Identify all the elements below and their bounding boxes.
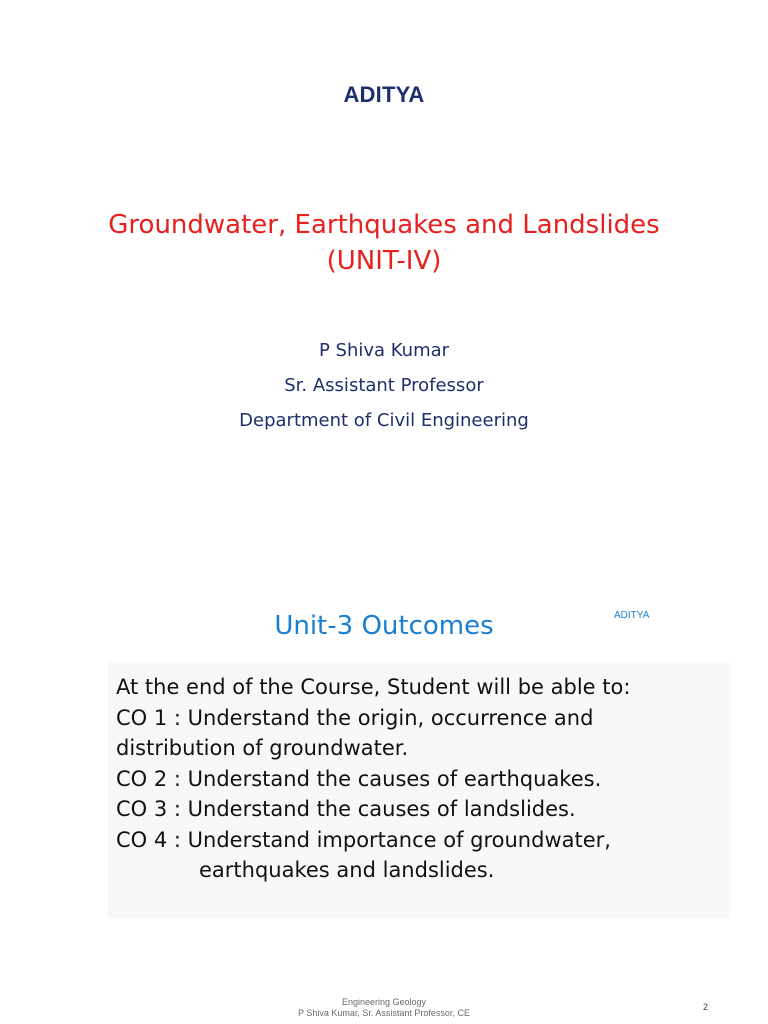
outcome-co4-line2: earthquakes and landslides. [199,858,495,882]
brand-logo-text: ADITYA [343,82,425,107]
page-number: 2 [703,1002,709,1012]
outcomes-list [116,672,630,886]
author-block [0,333,768,438]
unit-title-line2: (UNIT-IV) [326,246,442,276]
author-department: Department of Civil Engineering [239,410,529,431]
outcome-co1-line1: CO 1 : Understand the origin, occurrence and [116,705,594,730]
unit-title [0,207,768,279]
outcome-co1-line2: distribution of groundwater. [116,736,409,760]
footer-course: Engineering Geology [341,997,427,1007]
unit-title-line1: Groundwater, Earthquakes and Landslides [108,210,660,240]
outcomes-intro: At the end of the Course, Student will be able to: [116,675,631,699]
outcomes-heading: Unit-3 Outcomes [274,611,494,641]
slide-footer [0,997,768,1019]
footer-author: P Shiva Kumar, Sr. Assistant Professor, CE [298,1008,470,1018]
brand-logo-small: ADITYA [614,610,650,621]
outcome-co4-line1: CO 4 : Understand importance of groundwater, [116,827,611,852]
author-name: P Shiva Kumar [318,340,450,361]
author-title: Sr. Assistant Professor [284,375,484,396]
outcome-co3: CO 3 : Understand the causes of landslides. [116,797,576,821]
outcome-co2: CO 2 : Understand the causes of earthquakes. [116,766,602,791]
